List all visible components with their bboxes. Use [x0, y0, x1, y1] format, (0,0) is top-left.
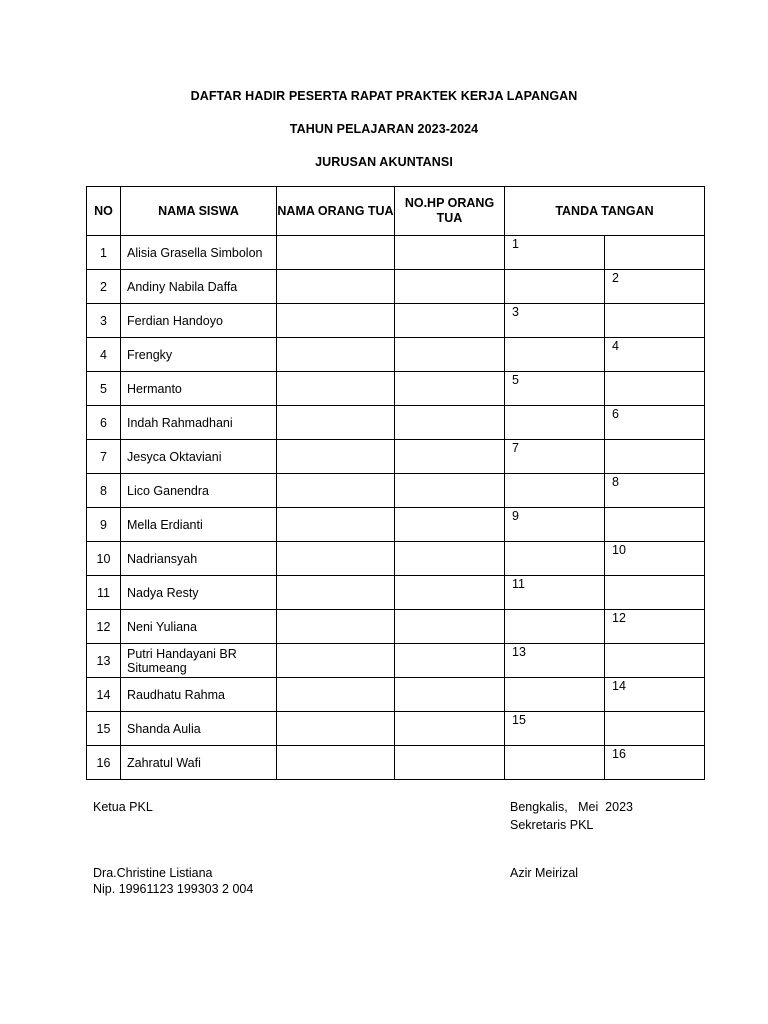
parent-name-cell[interactable] [277, 746, 395, 780]
parent-phone-cell[interactable] [395, 474, 505, 508]
table-row [87, 440, 705, 474]
student-name: Zahratul Wafi [121, 746, 277, 780]
table-row [87, 406, 705, 440]
table-row [87, 746, 705, 780]
department-name: JURUSAN AKUNTANSI [315, 155, 453, 169]
table-row [87, 304, 705, 338]
student-name: Nadriansyah [121, 542, 277, 576]
chairman-nip: Nip. 19961123 199303 2 004 [93, 882, 254, 896]
signature-cell-left[interactable] [505, 678, 605, 712]
row-number: 7 [87, 440, 121, 474]
row-number: 15 [87, 712, 121, 746]
table-row [87, 236, 705, 270]
table-header-row [87, 187, 705, 236]
parent-name-cell[interactable] [277, 372, 395, 406]
table-body [87, 236, 705, 780]
row-number: 3 [87, 304, 121, 338]
row-number: 16 [87, 746, 121, 780]
column-header-signature: TANDA TANGAN [505, 187, 705, 236]
parent-name-cell[interactable] [277, 508, 395, 542]
parent-phone-cell[interactable] [395, 508, 505, 542]
table-row [87, 678, 705, 712]
parent-phone-cell[interactable] [395, 236, 505, 270]
parent-name-cell[interactable] [277, 712, 395, 746]
parent-phone-cell[interactable] [395, 304, 505, 338]
parent-phone-cell[interactable] [395, 644, 505, 678]
row-number: 8 [87, 474, 121, 508]
student-name: Frengky [121, 338, 277, 372]
student-name: Alisia Grasella Simbolon [121, 236, 277, 270]
student-name: Putri Handayani BR Situmeang [121, 644, 277, 678]
parent-phone-cell[interactable] [395, 270, 505, 304]
signature-cell-right[interactable]: 16 [605, 746, 705, 780]
signature-cell-right[interactable]: 2 [605, 270, 705, 304]
row-number: 13 [87, 644, 121, 678]
table-row [87, 644, 705, 678]
row-number: 10 [87, 542, 121, 576]
parent-name-cell[interactable] [277, 678, 395, 712]
signature-cell-right[interactable] [605, 236, 705, 270]
signature-cell-left[interactable]: 5 [505, 372, 605, 406]
parent-name-cell[interactable] [277, 644, 395, 678]
signature-cell-left[interactable] [505, 474, 605, 508]
student-name: Nadya Resty [121, 576, 277, 610]
signature-cell-left[interactable]: 15 [505, 712, 605, 746]
signature-cell-right[interactable]: 6 [605, 406, 705, 440]
column-header-student-name: NAMA SISWA [121, 187, 277, 236]
student-name: Ferdian Handoyo [121, 304, 277, 338]
student-name: Indah Rahmadhani [121, 406, 277, 440]
signature-cell-left[interactable] [505, 610, 605, 644]
signature-cell-left[interactable]: 13 [505, 644, 605, 678]
signature-cell-left[interactable]: 11 [505, 576, 605, 610]
row-number: 4 [87, 338, 121, 372]
parent-phone-cell[interactable] [395, 542, 505, 576]
parent-phone-cell[interactable] [395, 372, 505, 406]
parent-name-cell[interactable] [277, 610, 395, 644]
table-row [87, 712, 705, 746]
row-number: 1 [87, 236, 121, 270]
student-name: Lico Ganendra [121, 474, 277, 508]
row-number: 12 [87, 610, 121, 644]
signature-cell-right[interactable]: 12 [605, 610, 705, 644]
signature-cell-right[interactable]: 8 [605, 474, 705, 508]
academic-year: TAHUN PELAJARAN 2023-2024 [289, 122, 479, 136]
secretary-role: Sekretaris PKL [510, 818, 594, 832]
signature-cell-right[interactable]: 14 [605, 678, 705, 712]
signature-cell-right[interactable] [605, 508, 705, 542]
parent-phone-cell[interactable] [395, 610, 505, 644]
parent-name-cell[interactable] [277, 406, 395, 440]
attendance-table [86, 186, 705, 780]
signature-cell-left[interactable] [505, 746, 605, 780]
signature-cell-right[interactable] [605, 304, 705, 338]
row-number: 2 [87, 270, 121, 304]
parent-name-cell[interactable] [277, 542, 395, 576]
student-name: Shanda Aulia [121, 712, 277, 746]
student-name: Neni Yuliana [121, 610, 277, 644]
table-row [87, 610, 705, 644]
parent-name-cell[interactable] [277, 304, 395, 338]
column-header-parent-phone: NO.HP ORANG TUA [395, 187, 505, 236]
signature-cell-left[interactable]: 3 [505, 304, 605, 338]
parent-phone-cell[interactable] [395, 338, 505, 372]
table-row [87, 474, 705, 508]
signature-cell-left[interactable] [505, 542, 605, 576]
parent-name-cell[interactable] [277, 576, 395, 610]
table-row [87, 508, 705, 542]
parent-name-cell[interactable] [277, 338, 395, 372]
parent-phone-cell[interactable] [395, 712, 505, 746]
column-header-parent-name: NAMA ORANG TUA [277, 187, 395, 236]
signature-cell-right[interactable]: 10 [605, 542, 705, 576]
row-number: 11 [87, 576, 121, 610]
row-number: 14 [87, 678, 121, 712]
parent-phone-cell[interactable] [395, 440, 505, 474]
table-row [87, 542, 705, 576]
chairman-role: Ketua PKL [93, 800, 153, 814]
signature-cell-right[interactable] [605, 576, 705, 610]
parent-name-cell[interactable] [277, 236, 395, 270]
student-name: Andiny Nabila Daffa [121, 270, 277, 304]
parent-name-cell[interactable] [277, 270, 395, 304]
place-and-date: Bengkalis, Mei 2023 [510, 800, 633, 814]
signature-cell-right[interactable] [605, 440, 705, 474]
signature-cell-left[interactable] [505, 406, 605, 440]
table-row [87, 372, 705, 406]
signature-cell-right[interactable]: 4 [605, 338, 705, 372]
row-number: 5 [87, 372, 121, 406]
parent-phone-cell[interactable] [395, 678, 505, 712]
parent-phone-cell[interactable] [395, 406, 505, 440]
row-number: 9 [87, 508, 121, 542]
column-header-no: NO [87, 187, 121, 236]
student-name: Raudhatu Rahma [121, 678, 277, 712]
signature-cell-left[interactable]: 1 [505, 236, 605, 270]
signature-cell-right[interactable] [605, 372, 705, 406]
parent-phone-cell[interactable] [395, 576, 505, 610]
parent-name-cell[interactable] [277, 474, 395, 508]
secretary-name: Azir Meirizal [510, 866, 579, 880]
parent-name-cell[interactable] [277, 440, 395, 474]
row-number: 6 [87, 406, 121, 440]
signature-cell-right[interactable] [605, 644, 705, 678]
signature-cell-left[interactable] [505, 270, 605, 304]
student-name: Mella Erdianti [121, 508, 277, 542]
signature-cell-right[interactable] [605, 712, 705, 746]
signature-cell-left[interactable] [505, 338, 605, 372]
table-row [87, 338, 705, 372]
signature-cell-left[interactable]: 7 [505, 440, 605, 474]
signature-cell-left[interactable]: 9 [505, 508, 605, 542]
parent-phone-cell[interactable] [395, 746, 505, 780]
student-name: Hermanto [121, 372, 277, 406]
chairman-name: Dra.Christine Listiana [93, 866, 213, 880]
student-name: Jesyca Oktaviani [121, 440, 277, 474]
document-title: DAFTAR HADIR PESERTA RAPAT PRAKTEK KERJA LAPANGAN [190, 89, 578, 103]
table-row [87, 270, 705, 304]
table-row [87, 576, 705, 610]
